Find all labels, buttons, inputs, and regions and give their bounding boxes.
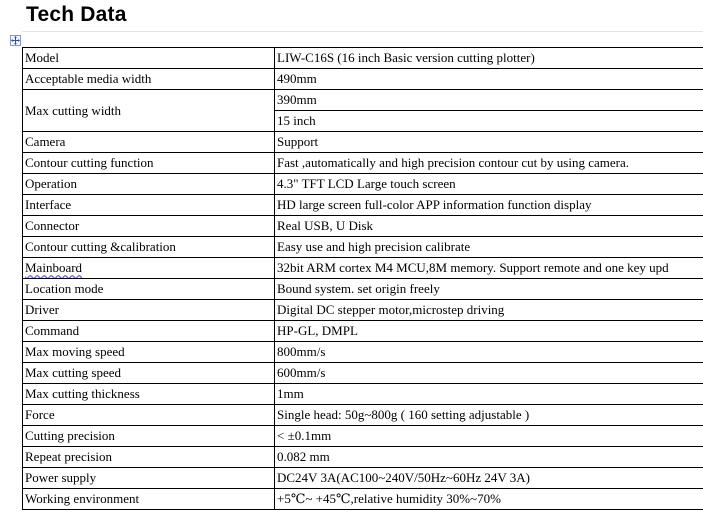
spec-value: +5℃~ +45℃,relative humidity 30%~70% [275,489,703,510]
spec-name: Camera [23,132,275,153]
spec-value: 490mm [275,69,703,90]
spec-value: 600mm/s [275,363,703,384]
spec-name: Interface [23,195,275,216]
spec-value: Support [275,132,703,153]
spec-name: Acceptable media width [23,69,275,90]
spec-value: Easy use and high precision calibrate [275,237,703,258]
spec-name: Force [23,405,275,426]
spec-value: HP-GL, DMPL [275,321,703,342]
spec-value: Bound system. set origin freely [275,279,703,300]
table-row [23,405,703,426]
spec-value: 4.3" TFT LCD Large touch screen [275,174,703,195]
table-row [23,195,703,216]
spec-table [22,47,703,510]
spec-value: 0.082 mm [275,447,703,468]
page-title: Tech Data [26,3,127,26]
spec-name: Contour cutting function [23,153,275,174]
table-move-handle-icon[interactable] [10,35,21,46]
table-row [23,489,703,510]
spec-value: 800mm/s [275,342,703,363]
spec-name: Max cutting speed [23,363,275,384]
spec-value: DC24V 3A(AC100~240V/50Hz~60Hz 24V 3A) [275,468,703,489]
spec-value: Real USB, U Disk [275,216,703,237]
spec-name: Max cutting thickness [23,384,275,405]
table-row [23,48,703,69]
spec-name: Repeat precision [23,447,275,468]
table-row [23,258,703,279]
spec-name: Command [23,321,275,342]
table-row [23,216,703,237]
table-row [23,279,703,300]
spec-name: Operation [23,174,275,195]
spec-value: Digital DC stepper motor,microstep driving [275,300,703,321]
table-row [23,153,703,174]
spec-name: Model [23,48,275,69]
table-row [23,342,703,363]
spec-value: Single head: 50g~800g ( 160 setting adjustable ) [275,405,703,426]
spec-name: Driver [23,300,275,321]
table-row [23,363,703,384]
table-row [23,321,703,342]
spec-table-container [22,47,703,529]
table-row [23,300,703,321]
spec-name: Max moving speed [23,342,275,363]
spec-value: 1mm [275,384,703,405]
spec-name: Working environment [23,489,275,510]
spec-value: 15 inch [275,111,703,132]
spec-name-cell [23,258,275,279]
spec-name: Power supply [23,468,275,489]
spec-name: Max cutting width [23,90,275,132]
table-row [23,132,703,153]
spec-value: < ±0.1mm [275,426,703,447]
title-divider [22,31,703,32]
table-row [23,237,703,258]
spec-value: 32bit ARM cortex M4 MCU,8M memory. Support remote and one key upd [275,258,703,279]
spec-value: Fast ,automatically and high precision contour cut by using camera. [275,153,703,174]
spec-name: Mainboard [25,260,83,275]
spec-value: LIW-C16S (16 inch Basic version cutting plotter) [275,48,703,69]
table-row [23,468,703,489]
spec-value: 390mm [275,90,703,111]
table-row [23,426,703,447]
table-row [23,447,703,468]
table-row [23,384,703,405]
table-row [23,69,703,90]
table-row [23,90,703,111]
spec-name: Cutting precision [23,426,275,447]
spec-name: Contour cutting &calibration [23,237,275,258]
spec-name: Connector [23,216,275,237]
spec-name: Location mode [23,279,275,300]
table-row [23,174,703,195]
spec-value: HD large screen full-color APP information function display [275,195,703,216]
